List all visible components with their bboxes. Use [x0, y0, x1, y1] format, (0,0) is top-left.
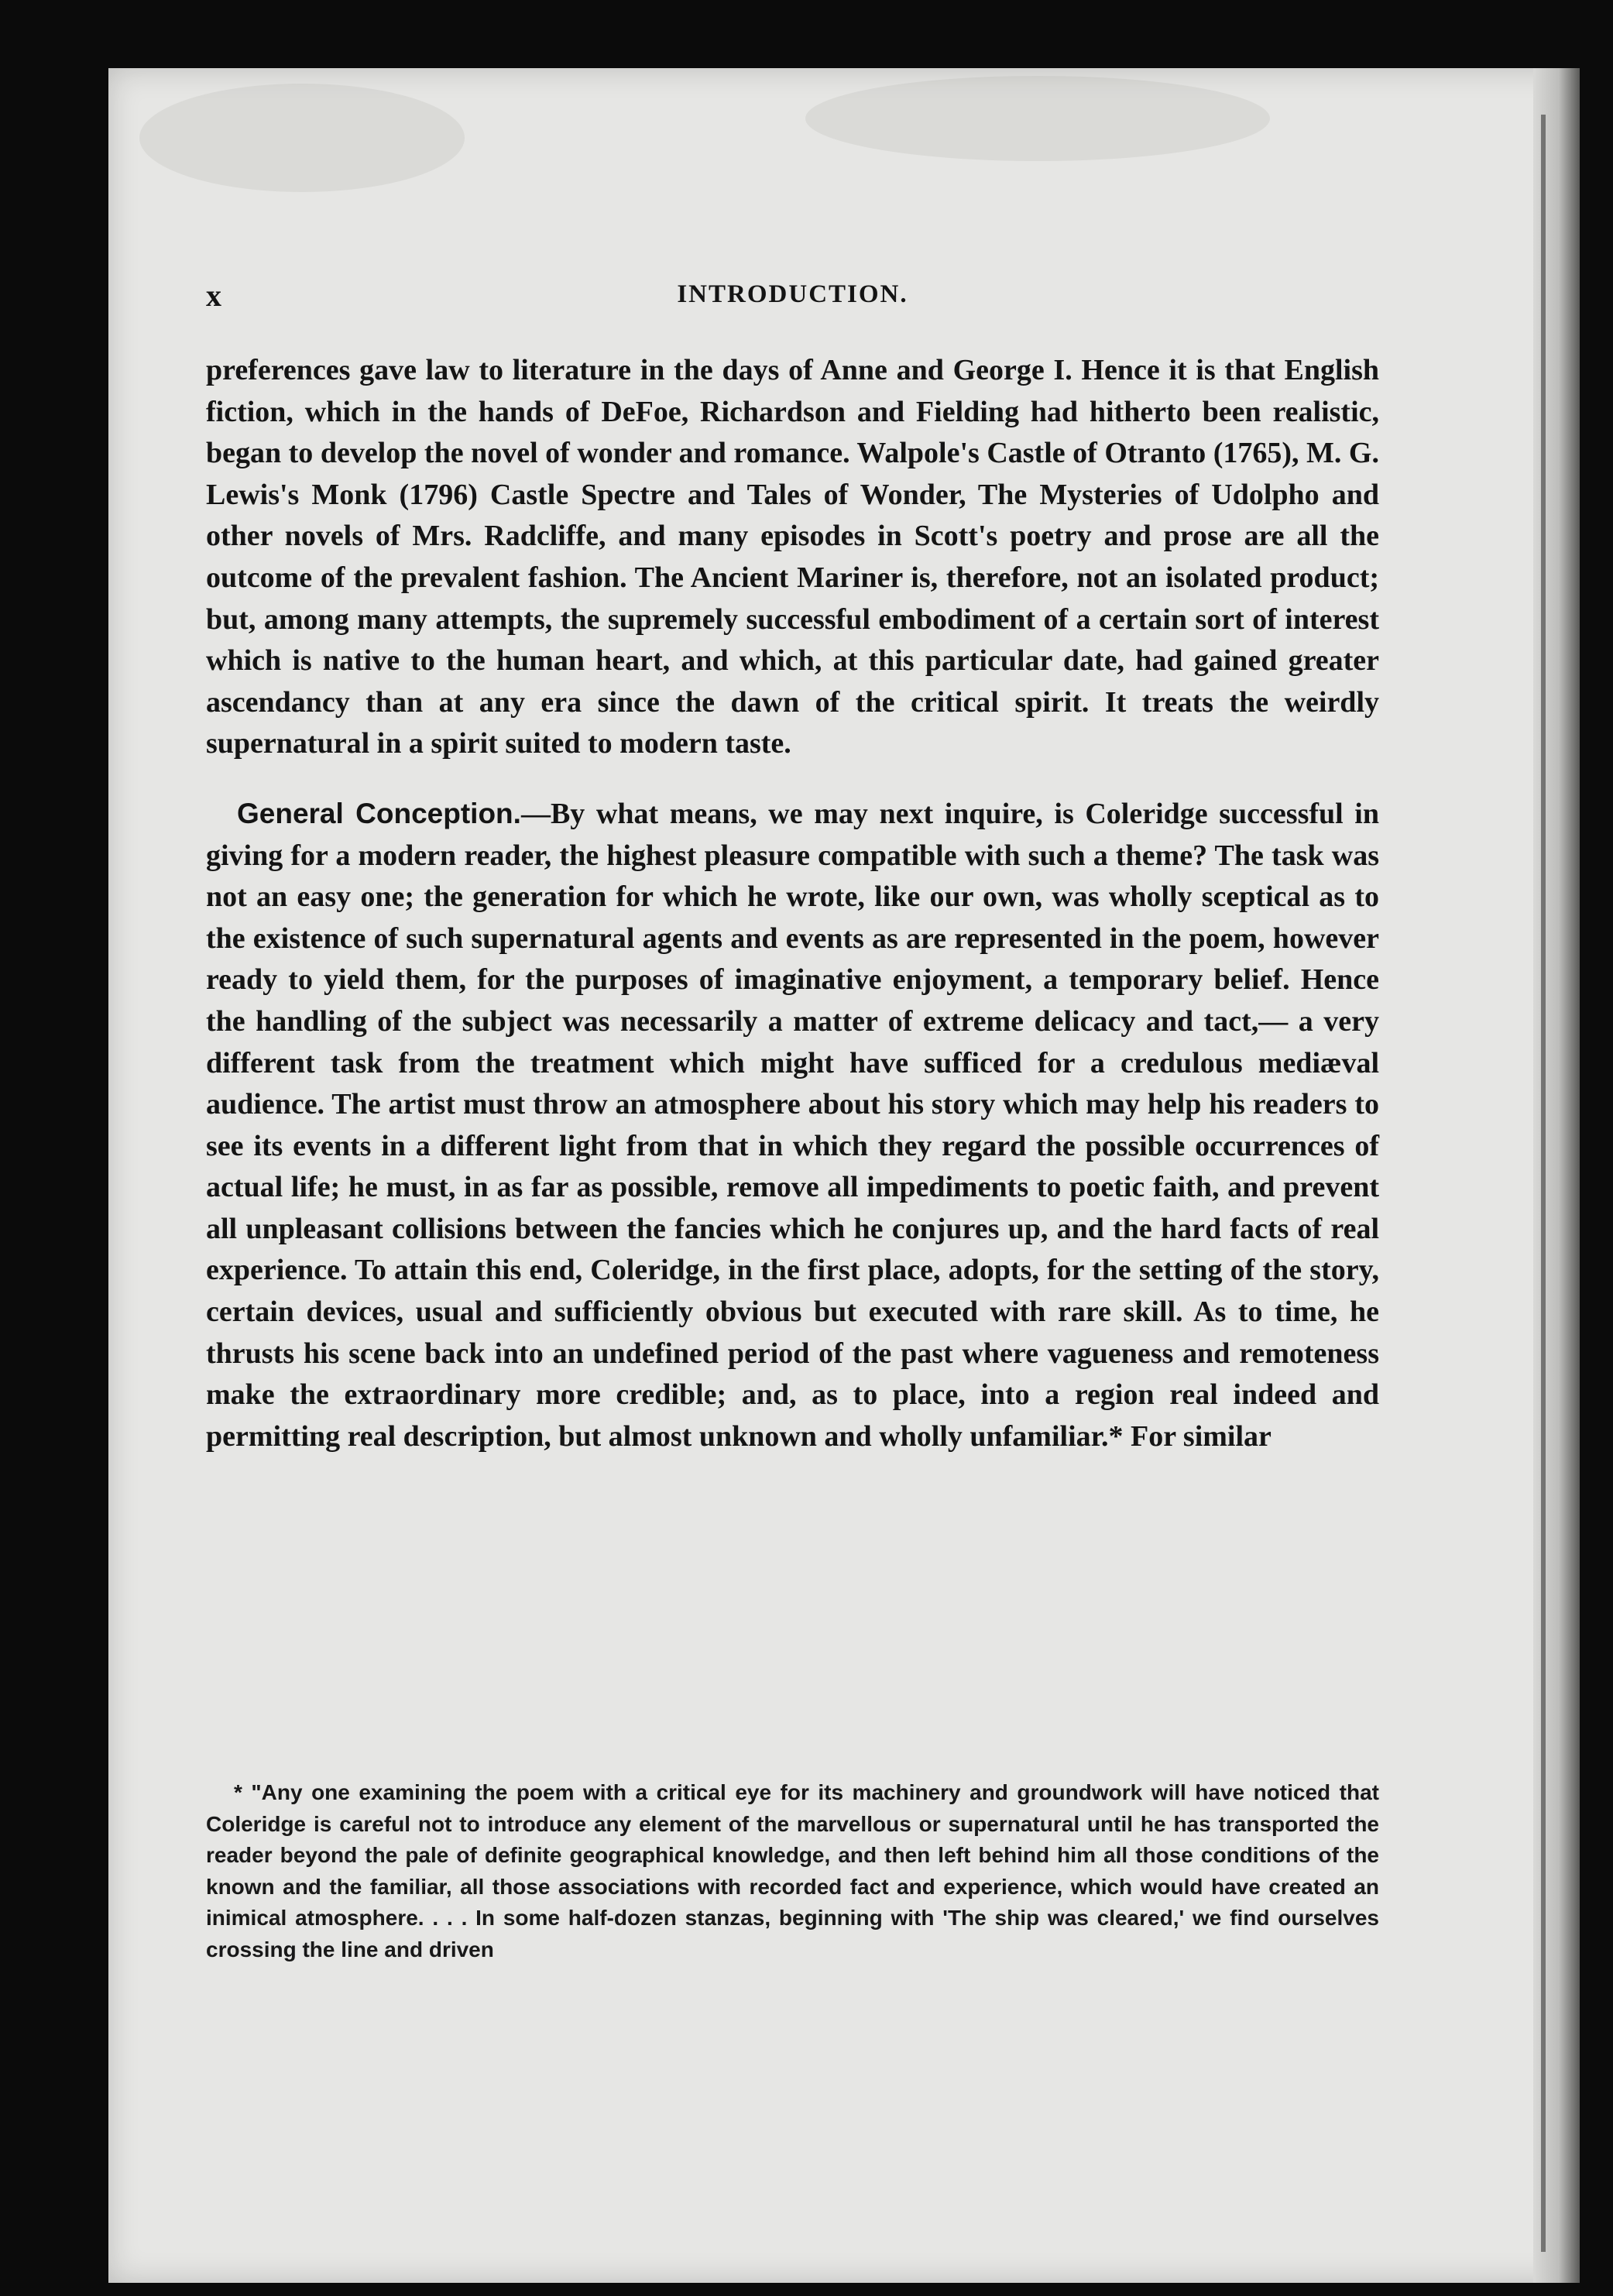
book-spine: [1533, 68, 1580, 2283]
paragraph-text: —By what means, we may next inquire, is Coleridge successful in giving for a modern reader, the highest pleasure compatible with such a theme? The task was not an easy one; the generation for which he wrote, like our own, was wholly sceptical as to the existence of such supernatural agents and events as are represented in the poem, however ready to yield them, for the purposes of imaginative enjoyment, a temporary belief. Hence the handling of the subject was necessarily a matter of extreme delicacy and tact,— a very different task from the treatment which might have sufficed for a credulous mediæval audience. The artist must throw an atmosphere about his story which may help his readers to see its events in a different light from that in which they regard the possible occurrences of actual life; he must, in as far as possible, remove all impediments to poetic faith, and prevent all unpleasant collisions between the fancies which he conjures up, and the hard facts of real experience. To attain this end, Coleridge, in the first place, adopts, for the setting of the story, certain devices, usual and sufficiently obvious but executed with rare skill. As to time, he thrusts his scene back into an undefined period of the past where vagueness and remoteness make the extraordinary more credible; and, as to place, into a region real indeed and permitting real description, but almost unknown and wholly unfamiliar.* For similar: [206, 797, 1380, 1453]
footnote: [206, 1777, 1379, 1965]
body-text: [206, 350, 1379, 1457]
paragraph: [206, 793, 1379, 1458]
paragraph-text: preferences gave law to literature in the days of Anne and George I. Hence it is that English fiction, which in the hands of DeFoe, Richardson and Fielding had hitherto been realistic, began to develop the novel of wonder and romance. Walpole's Castle of Otranto (1765), M. G. Lewis's Monk (1796) Castle Spectre and Tales of Wonder, The Mysteries of Udolpho and other novels of Mrs. Radcliffe, and many episodes in Scott's poetry and prose are all the outcome of the prevalent fashion. The Ancient Mariner is, therefore, not an isolated product; but, among many attempts, the supremely successful embodiment of a certain sort of interest which is native to the human heart, and which, at this particular date, had gained greater ascendancy than at any era since the dawn of the critical spirit. It treats the weirdly supernatural in a spirit suited to modern taste.: [206, 354, 1379, 760]
page-number: x: [206, 278, 221, 313]
paper-stain: [139, 84, 465, 192]
running-head: [206, 277, 1379, 324]
footnote-text: * "Any one examining the poem with a critical eye for its machinery and groundwork will have noticed that Coleridge is careful not to introduce any element of the marvellous or supernatural until he has transported the reader beyond the pale of definite geographical knowledge, and then left behind him all those conditions of the known and the familiar, all those associations with recorded fact and experience, which would have created an inimical atmosphere. . . . In some half-dozen stanzas, beginning with 'The ship was cleared,' we find ourselves crossing the line and driven: [206, 1780, 1379, 1961]
gutter-shadow: [1541, 115, 1546, 2252]
running-head-title: INTRODUCTION.: [677, 280, 908, 308]
paragraph: [206, 350, 1379, 765]
section-heading: General Conception.: [237, 797, 521, 829]
paper-stain: [805, 76, 1270, 161]
